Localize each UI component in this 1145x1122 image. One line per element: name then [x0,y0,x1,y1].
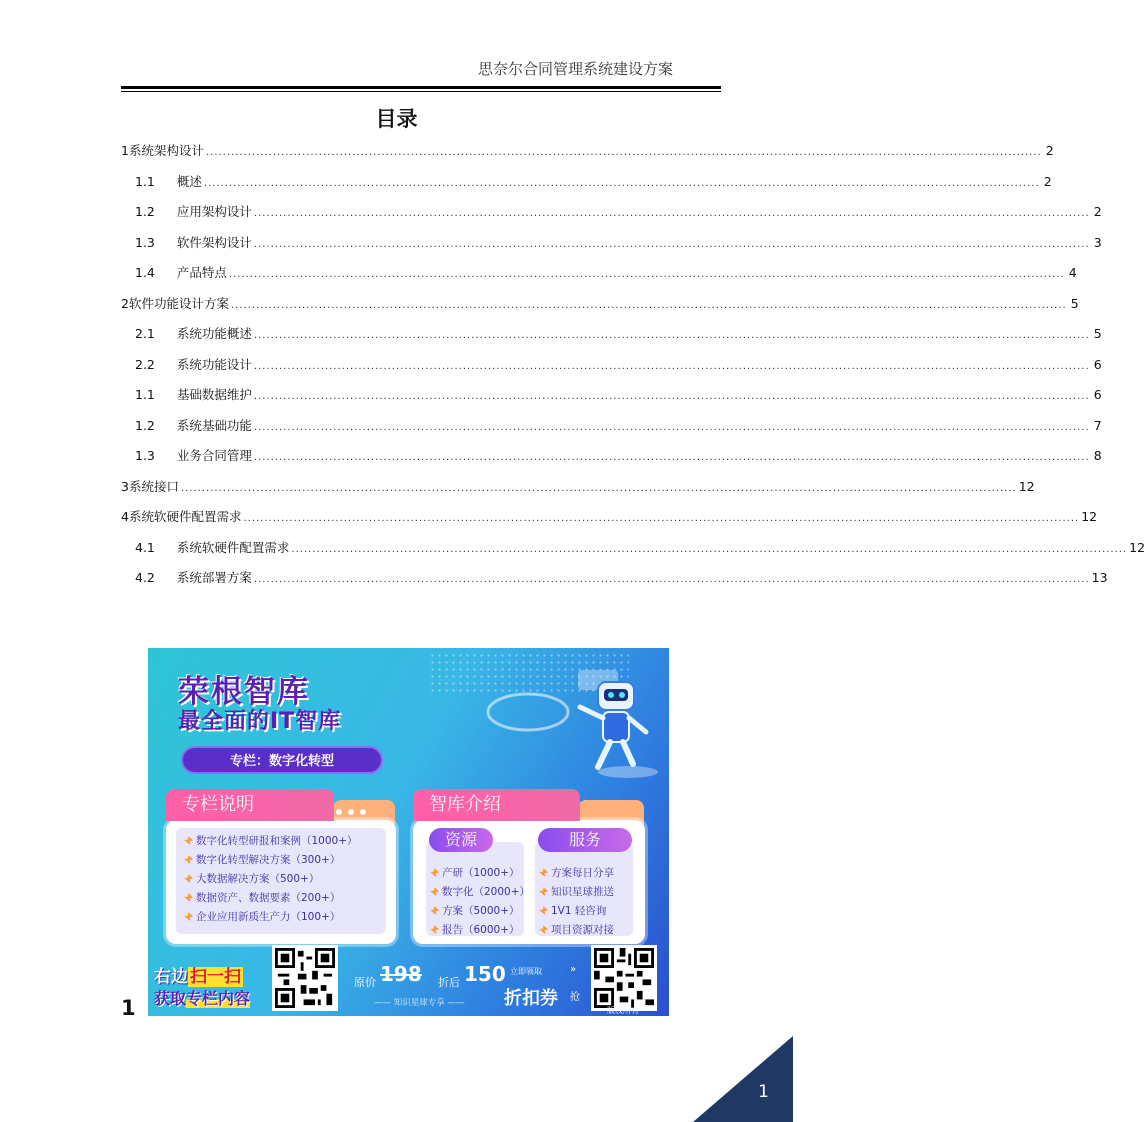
new-price: 150 [464,962,506,986]
flame-icon [430,887,439,896]
toc-entry-number: 4 [121,509,129,524]
toc-entry-title: 软件功能设计方案 [128,295,229,311]
qr-code-right[interactable] [591,945,657,1011]
flame-icon [184,912,193,921]
column-card-heading: 专栏说明 [166,789,334,821]
flame-icon [430,925,439,934]
toc-entry[interactable] [121,507,1098,538]
toc-entry[interactable] [121,202,1102,233]
toc-entry-number: 1.1 [135,173,155,189]
toc-leader-dots: ........................................................................................................................................................................................................ [180,482,1017,494]
toc-entry[interactable] [121,294,1079,325]
list-item-text: 知识星球推送 [551,886,614,898]
toc-entry[interactable] [121,446,1102,477]
get-content-text: 获取 [154,989,187,1008]
toc-entry-page: 3 [1093,234,1102,250]
list-item [184,851,378,870]
promo-banner[interactable] [148,648,669,1016]
flame-icon [539,887,548,896]
services-pill: 服务 [538,828,632,852]
toc-entry-title: 业务合同管理 [176,448,252,463]
flame-icon [539,868,548,877]
resources-pill: 资源 [429,828,493,852]
list-item-text: 产研（1000+） [442,867,520,879]
toc-entry-page: 12 [1018,478,1035,494]
toc-entry-page: 6 [1093,356,1102,372]
toc-leader-dots: ........................................................................................................................................................................................................ [243,513,1080,524]
toc-entry-page: 7 [1093,417,1102,433]
toc-entry-title: 系统基础功能 [176,417,252,433]
banner-title: 荣根智库 [178,674,310,710]
toc-leader-dots: ........................................................................................................................................................................................................ [253,391,1090,402]
scan-cta [154,962,243,987]
table-of-contents [121,141,1145,599]
page-corner-triangle [693,1036,793,1122]
flame-icon [430,868,439,877]
toc-leader-dots: ........................................................................................................................................................................................................ [205,147,1042,158]
toc-entry-number: 1.1 [135,387,155,402]
scan-cta-text: 右边 [154,967,188,987]
flame-icon [539,906,548,915]
orig-price: 198 [380,962,422,986]
toc-entry-page: 6 [1093,387,1102,402]
toc-entry[interactable] [121,263,1077,294]
toc-entry[interactable] [121,416,1102,447]
list-item [430,921,520,940]
toc-entry-title: 产品特点 [176,265,227,280]
list-item [539,921,629,940]
toc-entry[interactable] [121,538,1145,569]
header-rule-thick [121,86,721,89]
banner-subtitle: 最全面的IT智库 [178,709,342,734]
toc-entry[interactable] [121,568,1108,599]
toc-entry-title: 应用架构设计 [176,204,252,219]
toc-entry[interactable] [121,477,1035,508]
list-item-text: 企业应用新质生产力（100+） [196,911,341,923]
toc-leader-dots: ........................................................................................................................................................................................................ [230,299,1067,311]
get-content-highlight: 专栏内容 [186,989,251,1008]
flame-icon [184,893,193,902]
toc-entry-title: 系统接口 [128,478,179,494]
toc-entry-number: 3 [121,478,129,494]
toc-leader-dots: ........................................................................................................................................................................................................ [253,452,1090,463]
page-number: 1 [758,1082,769,1102]
toc-entry-number: 1.2 [135,417,155,433]
column-pill[interactable]: 专栏：数字化转型 [181,746,383,774]
list-item-text: 方案（5000+） [442,905,520,917]
toc-leader-dots: ........................................................................................................................................................................................................ [253,330,1090,341]
toc-entry-title: 软件架构设计 [176,234,252,250]
coupon-label: 折扣券 [504,988,558,1009]
get-content-cta [154,986,250,1009]
flame-icon [184,855,193,864]
toc-entry-page: 5 [1070,295,1079,311]
toc-entry[interactable] [121,172,1052,203]
toc-entry-title: 系统软硬件配置需求 [176,539,290,555]
toc-entry-number: 4.1 [135,539,155,555]
toc-entry-number: 1.3 [135,234,155,250]
toc-leader-dots: ........................................................................................................................................................................................................ [291,543,1128,555]
toc-leader-dots: ........................................................................................................................................................................................................ [253,574,1090,585]
qr-pattern-left [275,948,335,1008]
toc-entry-number: 4.2 [135,570,155,585]
toc-leader-dots: ........................................................................................................................................................................................................ [253,421,1090,433]
claim-now: 立即领取 [510,967,542,976]
list-item [430,883,531,902]
toc-entry[interactable] [121,355,1102,386]
flame-icon [430,906,439,915]
toc-leader-dots: ........................................................................................................................................................................................................ [203,177,1040,189]
scan-cta-highlight: 扫一扫 [190,967,241,987]
toc-entry[interactable] [121,233,1102,264]
figure-number: 1 [121,996,136,1020]
list-item-text: 报告（6000+） [442,924,520,936]
list-item [539,864,629,883]
intro-card-heading: 智库介绍 [413,789,580,821]
list-item [184,889,378,908]
flame-icon [184,874,193,883]
toc-entry-number: 2.2 [135,356,155,372]
toc-entry-page: 2 [1045,143,1054,158]
column-list [176,828,386,934]
list-item-text: 1V1 轻咨询 [551,905,607,917]
list-item [184,832,378,851]
toc-entry-title: 概述 [176,173,202,189]
toc-leader-dots: ........................................................................................................................................................................................................ [253,208,1090,219]
toc-entry-title: 系统软硬件配置需求 [128,509,242,524]
toc-entry[interactable] [121,385,1102,416]
list-item [539,883,629,902]
toc-leader-dots: ........................................................................................................................................................................................................ [253,360,1090,372]
toc-entry-page: 5 [1093,326,1102,341]
orig-price-label: 原价 [354,976,376,989]
toc-entry[interactable] [121,324,1102,355]
list-item-text: 数字化（2000+） [442,886,531,898]
services-list [535,842,633,936]
toc-entry-number: 1.2 [135,204,155,219]
toc-entry-number: 1 [121,143,129,158]
grab-label: 抢 [570,992,580,1003]
new-price-label: 折后 [438,976,460,989]
toc-entry-page: 8 [1093,448,1102,463]
robot-illustration [468,652,668,782]
list-item [184,870,378,889]
list-item-text: 数字化转型解决方案（300+） [196,854,341,866]
toc-entry-page: 2 [1043,173,1052,189]
toc-leader-dots: ........................................................................................................................................................................................................ [253,238,1090,250]
rights-label: 版权所有 [607,1006,639,1015]
list-item [539,902,629,921]
toc-entry-page: 12 [1081,509,1098,524]
toc-title: 目录 [375,107,418,131]
list-item-text: 项目资源对接 [551,924,614,936]
toc-entry[interactable] [121,141,1054,172]
exclusive-label: —— 知识星球专享 —— [374,998,465,1008]
arrows-icon: » [570,964,577,975]
list-item-text: 方案每日分享 [551,867,614,879]
toc-entry-number: 1.3 [135,448,155,463]
toc-entry-number: 1.4 [135,265,155,280]
toc-entry-number: 2.1 [135,326,155,341]
toc-leader-dots: ........................................................................................................................................................................................................ [228,269,1065,280]
toc-entry-page: 12 [1129,539,1145,555]
toc-entry-title: 系统功能设计 [176,356,252,372]
list-item-text: 大数据解决方案（500+） [196,873,320,885]
toc-entry-page: 2 [1093,204,1102,219]
toc-entry-title: 系统架构设计 [128,143,204,158]
list-item-text: 数字化转型研报和案例（1000+） [196,835,358,847]
list-item [430,902,520,921]
page-header: 思奈尔合同管理系统建设方案 [477,60,673,78]
list-item [184,908,378,927]
toc-entry-title: 系统功能概述 [176,326,252,341]
toc-entry-page: 13 [1091,570,1108,585]
header-rule-thin [121,91,721,92]
toc-entry-title: 系统部署方案 [176,570,252,585]
toc-entry-page: 4 [1068,265,1077,280]
flame-icon [539,925,548,934]
list-item-text: 数据资产、数据要素（200+） [196,892,341,904]
list-item [430,864,520,883]
qr-code-left[interactable] [272,945,338,1011]
toc-entry-title: 基础数据维护 [176,387,252,402]
resources-list [426,842,531,936]
column-card [166,820,396,944]
price-block[interactable] [354,956,580,1009]
qr-pattern-right [594,948,654,1008]
flame-icon [184,836,193,845]
toc-entry-number: 2 [121,295,129,311]
